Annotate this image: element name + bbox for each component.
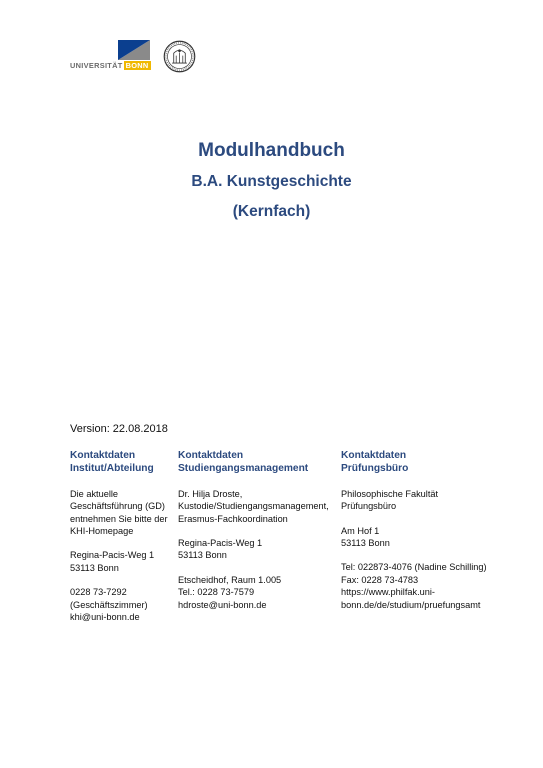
- document-title: Modulhandbuch: [198, 140, 345, 161]
- program-title: B.A. Kunstgeschichte: [191, 173, 352, 190]
- contact-column-institute: [70, 449, 175, 623]
- contact-heading: [341, 449, 506, 476]
- contact-heading-line: Kontaktdaten: [341, 450, 407, 461]
- contact-phone-email: Etscheidhof, Raum 1.005 Tel.: 0228 73-7579 hdroste@uni-bonn.de: [178, 574, 282, 610]
- logo-university-word: UNIVERSITÄT: [70, 61, 123, 70]
- contact-address: Regina-Pacis-Weg 1 53113 Bonn: [178, 538, 263, 561]
- version-label: Version: 22.08.2018: [70, 423, 168, 435]
- contact-section: Philosophische Fakultät Prüfungsbüro: [341, 488, 439, 512]
- logo-city-word: BONN: [125, 61, 149, 70]
- contact-heading-line: Studiengangsmanagement: [178, 463, 309, 475]
- contact-heading-line: Kontaktdaten: [70, 450, 136, 461]
- contact-heading-line: Prüfungsbüro: [341, 463, 409, 475]
- contact-column-exam-office: [341, 449, 506, 611]
- university-logo-mark-icon: [118, 40, 150, 60]
- university-logo-wordmark: [70, 61, 151, 70]
- contact-phone-email: 0228 73-7292 (Geschäftszimmer) khi@uni-bonn.de: [70, 587, 148, 623]
- university-seal-icon: [163, 40, 196, 73]
- contact-heading: [70, 449, 175, 476]
- contact-address: Regina-Pacis-Weg 1 53113 Bonn: [70, 550, 155, 573]
- contact-heading-line: Kontaktdaten: [178, 450, 244, 461]
- contact-section: Die aktuelle Geschäftsführung (GD) entnehmen Sie bitte der KHI-Homepage: [70, 488, 168, 537]
- contact-phone-fax-url: Tel: 022873-4076 (Nadine Schilling) Fax: 0228 73-4783 https://www.philfak.uni- bonn.de/de/studium/pruefungsamt: [341, 562, 487, 610]
- program-subject: (Kernfach): [232, 203, 311, 220]
- contact-heading: [178, 449, 338, 476]
- contact-section: Dr. Hilja Droste, Kustodie/Studiengangsmanagement, Erasmus-Fachkoordination: [178, 488, 329, 524]
- contact-heading-line: Institut/Abteilung: [70, 463, 154, 475]
- contact-column-program-management: [178, 449, 338, 611]
- contact-address: Am Hof 1 53113 Bonn: [341, 525, 390, 549]
